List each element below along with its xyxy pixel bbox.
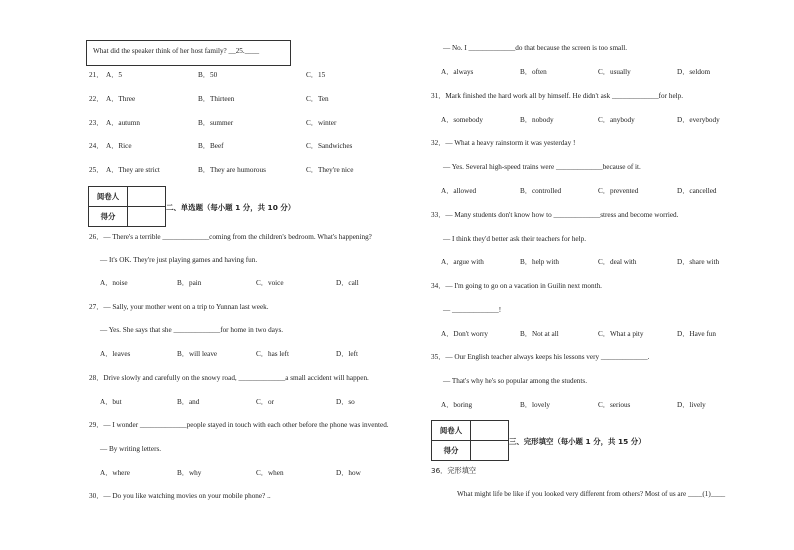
- reviewer-cell: [128, 187, 166, 207]
- question-reply: — By writing letters.: [100, 445, 162, 453]
- option-c: C．prevented: [598, 187, 639, 195]
- option-b: B．Thirteen: [198, 95, 235, 103]
- option-b: B．nobody: [520, 116, 554, 124]
- question-number: 24．: [89, 142, 104, 150]
- option-c: C．They're nice: [306, 166, 354, 174]
- reviewer-cell: [471, 421, 509, 441]
- option-b: B．summer: [198, 119, 234, 127]
- option-a: A．allowed: [441, 187, 477, 195]
- question-number: 21．: [89, 71, 104, 79]
- option-a: A．They are strict: [106, 166, 160, 174]
- option-b: B．They are humorous: [198, 166, 266, 174]
- option-b: B．will leave: [177, 350, 218, 358]
- section-2-heading: 二、单选题（每小题 1 分，共 10 分）: [166, 203, 296, 212]
- reviewer-label: 阅卷人: [89, 187, 128, 207]
- option-b: B．50: [198, 71, 218, 79]
- q30-reply: — No. I _____________do that because the screen is too small.: [443, 44, 628, 52]
- question-stem: 35．— Our English teacher always keeps his lessons very _____________.: [431, 353, 650, 361]
- option-a: A．Three: [106, 95, 136, 103]
- section-3-heading: 三、完形填空（每小题 1 分，共 15 分）: [509, 437, 646, 446]
- cloze-passage: What might life be like if you looked very different from others? Most of us are ____(1)____: [457, 490, 726, 498]
- option-c: C．deal with: [598, 258, 637, 266]
- option-c: C．usually: [598, 68, 631, 76]
- option-c: C．What a pity: [598, 330, 644, 338]
- option-d: D．cancelled: [677, 187, 717, 195]
- question-stem: 28．Drive slowly and carefully on the snowy road, _____________a small accident will happen.: [89, 374, 369, 382]
- grader-box: [88, 186, 166, 227]
- score-label: 得分: [89, 207, 128, 227]
- option-a: A．argue with: [441, 258, 484, 266]
- option-b: B．Not at all: [520, 330, 559, 338]
- question-stem: 32．— What a heavy rainstorm it was yesterday !: [431, 139, 576, 147]
- boxed-question-text: What did the speaker think of her host family? __25.____: [93, 47, 260, 55]
- question-stem: 31．Mark finished the hard work all by himself. He didn't ask _____________for help.: [431, 92, 684, 100]
- question-number: 25．: [89, 166, 104, 174]
- option-d: D．left: [336, 350, 358, 358]
- option-a: A．autumn: [106, 119, 140, 127]
- option-d: D．share with: [677, 258, 720, 266]
- question-36: 36．完形填空: [431, 466, 477, 475]
- option-b: B．lovely: [520, 401, 550, 409]
- option-c: C．15: [306, 71, 326, 79]
- option-a: A．where: [100, 469, 130, 477]
- option-a: A．Rice: [106, 142, 132, 150]
- option-c: C．serious: [598, 401, 631, 409]
- question-stem: 27．— Sally, your mother went on a trip to Yunnan last week.: [89, 303, 269, 311]
- option-a: A．Don't worry: [441, 330, 489, 338]
- option-c: C．has left: [256, 350, 289, 358]
- option-b: B．controlled: [520, 187, 562, 195]
- score-cell: [471, 441, 509, 461]
- option-c: C．winter: [306, 119, 337, 127]
- question-stem: 34．— I'm going to go on a vacation in Guilin next month.: [431, 282, 602, 290]
- option-c: C．Sandwiches: [306, 142, 353, 150]
- grader-box: [431, 420, 509, 461]
- question-reply: — It's OK. They're just playing games and having fun.: [100, 256, 258, 264]
- option-d: D．everybody: [677, 116, 720, 124]
- option-c: C．anybody: [598, 116, 635, 124]
- option-a: A．leaves: [100, 350, 131, 358]
- option-d: D．seldom: [677, 68, 711, 76]
- question-stem: 29．— I wonder _____________people stayed in touch with each other before the phone was invented.: [89, 421, 389, 429]
- option-b: B．help with: [520, 258, 559, 266]
- question-reply: — Yes. Several high-speed trains were _____________because of it.: [443, 163, 641, 171]
- question-stem: 33．— Many students don't know how to _____________stress and become worried.: [431, 211, 679, 219]
- question-stem: 30．— Do you like watching movies on your mobile phone? ..: [89, 492, 271, 500]
- reviewer-label: 阅卷人: [432, 421, 471, 441]
- option-c: C．or: [256, 398, 274, 406]
- option-d: D．call: [336, 279, 359, 287]
- option-a: A．somebody: [441, 116, 483, 124]
- score-label: 得分: [432, 441, 471, 461]
- option-c: C．voice: [256, 279, 284, 287]
- option-b: B．why: [177, 469, 202, 477]
- option-b: B．pain: [177, 279, 202, 287]
- option-b: B．Beef: [198, 142, 224, 150]
- option-a: A．5: [106, 71, 122, 79]
- option-d: D．how: [336, 469, 361, 477]
- question-reply: — I think they'd better ask their teachers for help.: [443, 235, 586, 243]
- score-cell: [128, 207, 166, 227]
- option-d: D．so: [336, 398, 355, 406]
- question-reply: — That's why he's so popular among the students.: [443, 377, 587, 385]
- option-b: B．often: [520, 68, 547, 76]
- question-reply: — Yes. She says that she _____________for home in two days.: [100, 326, 284, 334]
- option-a: A．noise: [100, 279, 128, 287]
- option-d: D．lively: [677, 401, 706, 409]
- question-number: 23．: [89, 119, 104, 127]
- option-c: C．when: [256, 469, 284, 477]
- option-a: A．boring: [441, 401, 473, 409]
- option-c: C．Ten: [306, 95, 329, 103]
- question-stem: 26．— There's a terrible _____________coming from the children's bedroom. What's happening?: [89, 233, 372, 241]
- option-a: A．but: [100, 398, 122, 406]
- option-d: D．Have fun: [677, 330, 716, 338]
- question-number: 22．: [89, 95, 104, 103]
- question-reply: — _____________!: [443, 306, 502, 314]
- option-b: B．and: [177, 398, 200, 406]
- option-a: A．always: [441, 68, 474, 76]
